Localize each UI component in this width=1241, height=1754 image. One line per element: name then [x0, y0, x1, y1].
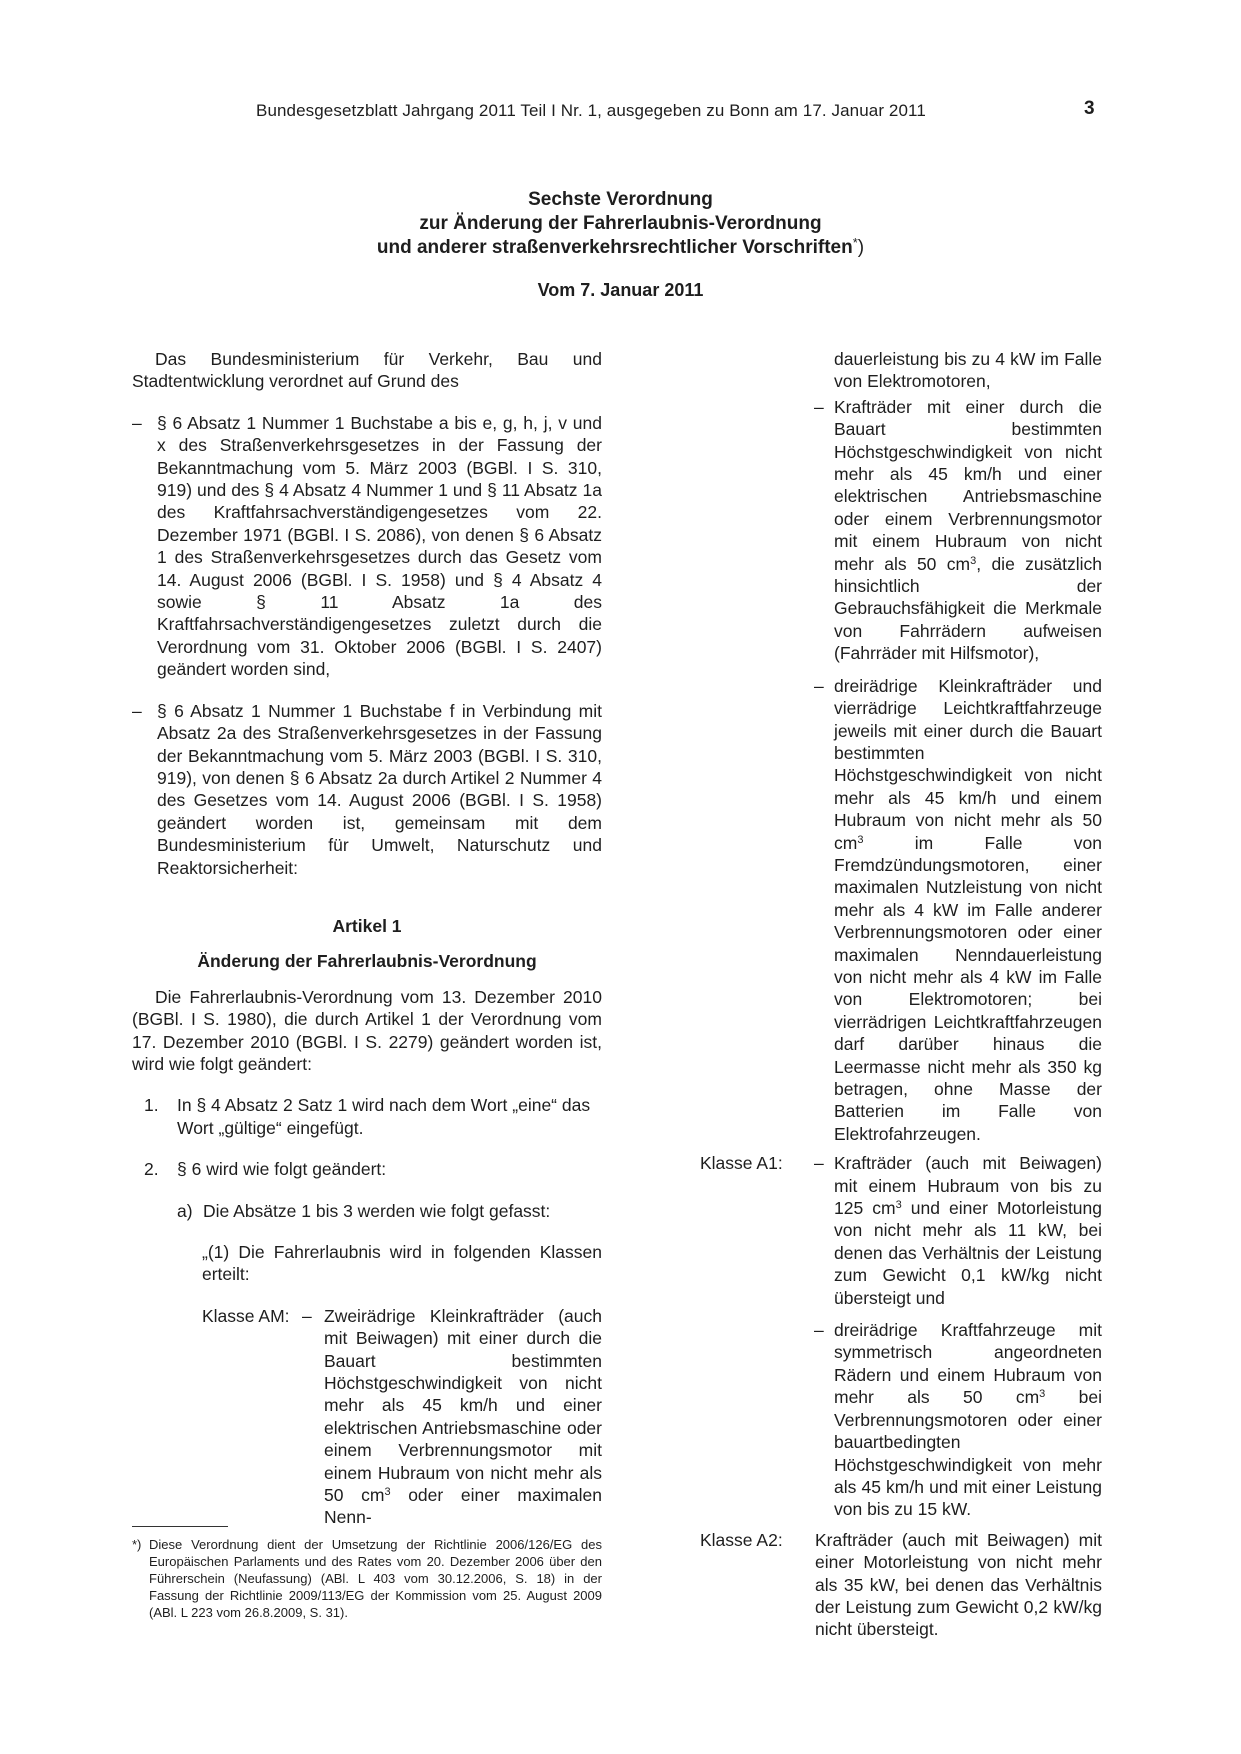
intro-paragraph: Das Bundesministerium für Verkehr, Bau und Stadtentwicklung verordnet auf Grund des — [132, 349, 602, 392]
amendment-item-2 — [132, 1158, 602, 1180]
item-text: § 6 wird wie folgt geändert: — [177, 1159, 387, 1180]
klasse-label: Klasse AM: — [202, 1305, 290, 1326]
klasse-a2-entry — [700, 1529, 1102, 1641]
klasse-am-definition — [302, 1305, 602, 1529]
superscript-3: 3 — [970, 554, 977, 567]
footnote — [132, 1536, 602, 1621]
item-number: 1. — [144, 1095, 159, 1116]
title-line-3 — [0, 236, 1241, 260]
a1-text-b: und einer Motorleistung von nicht mehr als 11 kW, bei denen das Verhältnis der Leistung zum Gewicht 0,1 kW/kg nicht übersteigt und — [834, 1198, 1103, 1308]
dash-marker: – — [814, 396, 824, 417]
title-footnote-close: ) — [857, 237, 865, 258]
superscript-3: 3 — [895, 1199, 902, 1212]
dash-marker: – — [814, 1320, 824, 1341]
page-number: 3 — [1084, 98, 1095, 119]
dash-text-b: im Falle von Fremdzündungsmotoren, einer maximalen Nutzleistung von nicht mehr als 4 kW im Falle anderer Verbrennungsmotoren oder einer maximalen Nenndauerleistung von nicht mehr als 4 kW im Falle von Elektromotoren; bei vierrädrigen Leichtkraftfahrzeugen darf darüber hinaus die Leermasse nicht mehr als 350 kg betragen, ohne Masse der Batterien im Falle von Elektrofahrzeugen. — [834, 832, 1102, 1144]
a2-text: Krafträder (auch mit Beiwagen) mit einer Motorleistung von nicht mehr als 35 kW, bei denen das Verhältnis der Leistung zum Gewicht 0,2 kW/kg nicht übersteigt. — [815, 1529, 1102, 1640]
klasse-a1-entry — [700, 1152, 1102, 1309]
klasse-label: Klasse A1: — [700, 1153, 783, 1174]
legal-basis-text: § 6 Absatz 1 Nummer 1 Buchstabe a bis e, g, h, j, v und x des Straßenverkehrsgesetzes in der Fassung der Bekanntmachung vom 5. März 2003 (BGBl. I S. 310, 919) und des § 4 Absatz 4 Nummer 1 und § 11 Absatz 1a des Kraftfahrsachverständigengesetzes vom 22. Dezember 1971 (BGBl. I S. 2086), von denen § 6 Absatz 1 des Straßenverkehrsgesetzes durch das Gesetz vom 14. August 2006 (BGBl. I S. 1958) und § 4 Absatz 4 sowie § 11 Absatz 1a des Kraftfahrsachverständigengesetzes zuletzt durch die Verordnung vom 31. Oktober 2006 (BGBl. I S. 2407) geändert worden sind, — [157, 412, 602, 680]
title-line-3-text: und anderer straßenverkehrsrechtlicher Vorschriften — [376, 237, 853, 258]
dash-marker: – — [132, 412, 142, 433]
dash-text-a: dreirädrige Kleinkrafträder und vierrädrige Leichtkraftfahrzeuge jeweils mit einer durch die Bauart bestimmten Höchstgeschwindigkeit von nicht mehr als 45 km/h und einem Hubraum von nicht mehr als 50 cm — [834, 675, 1102, 853]
footnote-rule — [132, 1526, 228, 1527]
article-intro: Die Fahrerlaubnis-Verordnung vom 13. Dezember 2010 (BGBl. I S. 1980), die durch Artikel 1 der Verordnung vom 17. Dezember 2010 (BGBl. I S. 2279) geändert worden ist, wird wie folgt geändert: — [132, 986, 602, 1074]
a1-text-a: Krafträder (auch mit Beiwagen) mit einem Hubraum von bis zu 125 cm — [834, 1153, 1102, 1219]
amendment-item-1 — [132, 1094, 602, 1139]
klasse-am-dash-2 — [700, 675, 1102, 1146]
dash-marker: – — [302, 1305, 312, 1326]
footnote-body — [132, 1536, 602, 1621]
klasse-am-text-a: Zweirädrige Kleinkrafträder (auch mit Beiwagen) mit einer durch die Bauart bestimmten Höchstgeschwindigkeit von nicht mehr als 45 km/h und einer elektrischen Antriebsmaschine oder einem Verbrennungsmotor mit einem Hubraum von nicht mehr als 50 cm — [324, 1305, 602, 1506]
klasse-am-dash-1 — [700, 396, 1102, 665]
title-footnote-mark[interactable]: * — [852, 235, 858, 250]
title-line-2: zur Änderung der Fahrerlaubnis-Verordnung — [419, 213, 822, 234]
footnote-text: Diese Verordnung dient der Umsetzung der Richtlinie 2006/126/EG des Europäischen Parlaments und des Rates vom 20. Dezember 2006 über den Führerschein (Neufassung) (ABl. L 403 vom 30.12.2006, S. 18) in der Fassung der Richtlinie 2009/113/EG der Kommission vom 25. August 2009 (ABl. L 223 vom 26.8.2009, S. 31). — [149, 1537, 602, 1620]
document-date: Vom 7. Januar 2011 — [537, 280, 704, 300]
a1-dash2-text-b: bei Verbrennungsmotoren oder einer bauartbedingten Höchstgeschwindigkeit von mehr als 45 km/h und mit einer Leistung von bis zu 15 kW. — [834, 1387, 1103, 1520]
left-column — [132, 348, 602, 1529]
legal-basis-text: § 6 Absatz 1 Nummer 1 Buchstabe f in Verbindung mit Absatz 2a des Straßenverkehrsgesetzes in der Fassung der Bekanntmachung vom 5. März 2003 (BGBl. I S. 310, 919), von denen § 6 Absatz 2a durch Artikel 2 Nummer 4 des Gesetzes vom 14. August 2006 (BGBl. I S. 1958) geändert worden ist, gemeinsam mit dem Bundesministerium für Umwelt, Naturschutz und Reaktorsicherheit: — [157, 700, 602, 878]
item-text: Die Absätze 1 bis 3 werden wie folgt gefasst: — [203, 1200, 551, 1221]
item-letter: a) — [177, 1200, 193, 1221]
klasse-label: Klasse A2: — [700, 1529, 783, 1550]
continuation-text: dauerleistung bis zu 4 kW im Falle von Elektromotoren, — [834, 349, 1102, 392]
legal-basis-item — [132, 412, 602, 681]
superscript-3: 3 — [1039, 1388, 1046, 1401]
legal-basis-item — [132, 700, 602, 879]
dash-text-a: Krafträder mit einer durch die Bauart bestimmten Höchstgeschwindigkeit von nicht mehr als 45 km/h und einer elektrischen Antriebsmaschine oder einem Verbrennungsmotor mit einem Hubraum von nicht mehr als 50 cm — [834, 396, 1102, 574]
dash-text-b: , die zusätzlich hinsichtlich der Gebrauchsfähigkeit die Merkmale von Fahrrädern aufweisen (Fahrräder mit Hilfsmotor), — [834, 553, 1102, 664]
article-subtitle: Änderung der Fahrerlaubnis-Verordnung — [197, 951, 537, 972]
klasse-am-entry — [132, 1305, 602, 1529]
superscript-3: 3 — [857, 833, 864, 846]
footnote-mark: *) — [132, 1537, 142, 1552]
item-number: 2. — [144, 1159, 159, 1180]
dash-marker: – — [132, 700, 142, 721]
klasse-a1-dash-2 — [700, 1319, 1102, 1521]
item-text: In § 4 Absatz 2 Satz 1 wird nach dem Wort „eine“ das Wort „gültige“ eingefügt. — [177, 1095, 591, 1138]
right-column — [700, 348, 1102, 1641]
amendment-item-2a — [132, 1200, 602, 1222]
superscript-3: 3 — [384, 1486, 391, 1499]
quoted-paragraph: „(1) Die Fahrerlaubnis wird in folgenden Klassen erteilt: — [202, 1242, 602, 1285]
klasse-am-text-b: oder einer maximalen Nenn- — [324, 1485, 603, 1528]
a1-dash2-text-a: dreirädrige Kraftfahrzeuge mit symmetrisch angeordneten Rädern und einem Hubraum von mehr als 50 cm — [834, 1320, 1102, 1408]
title-line-1: Sechste Verordnung — [528, 189, 713, 210]
running-head: Bundesgesetzblatt Jahrgang 2011 Teil I Nr. 1, ausgegeben zu Bonn am 17. Januar 2011 — [256, 101, 926, 120]
document-title — [0, 188, 1241, 260]
dash-marker: – — [814, 1153, 824, 1174]
dash-marker: – — [814, 675, 824, 696]
article-title: Artikel 1 — [332, 915, 402, 936]
